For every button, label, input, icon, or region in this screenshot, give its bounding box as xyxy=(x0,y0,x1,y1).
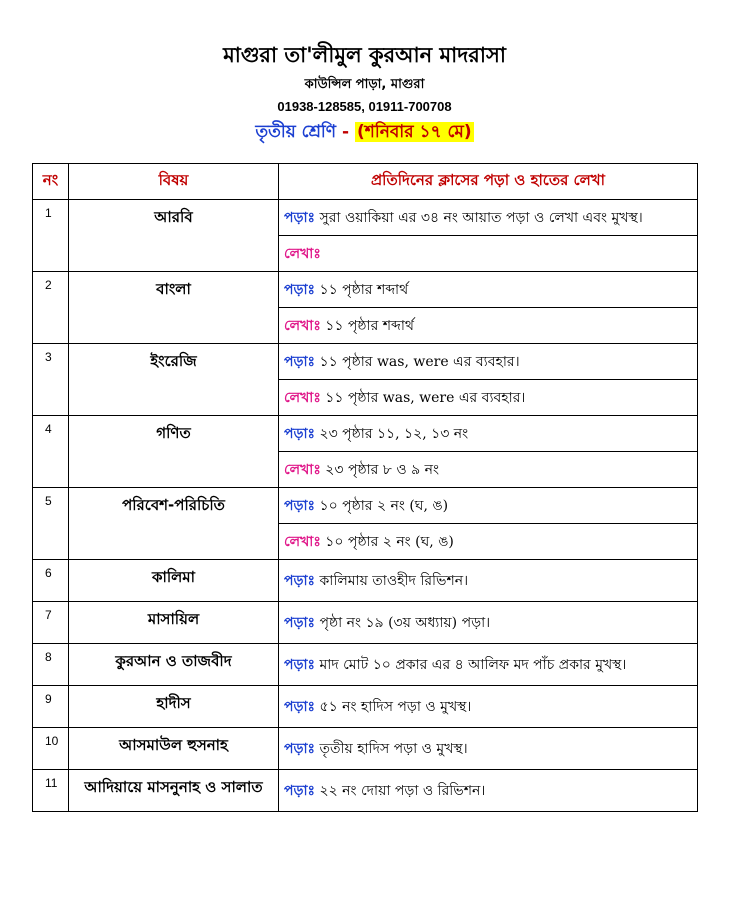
read-text: তৃতীয় হাদিস পড়া ও মুখস্থ। xyxy=(319,740,468,757)
write-task xyxy=(279,308,698,344)
table-row xyxy=(33,560,698,602)
read-text: পৃষ্ঠা নং ১৯ (৩য় অধ্যায়) পড়া। xyxy=(319,614,491,631)
lesson-table xyxy=(32,163,698,812)
subject-name: আরবি xyxy=(69,200,279,272)
table-row xyxy=(33,602,698,644)
class-name: তৃতীয় শ্রেণি xyxy=(255,122,337,142)
write-task xyxy=(279,524,698,560)
subject-name: হাদীস xyxy=(69,686,279,728)
row-number: 9 xyxy=(33,686,69,728)
document-header xyxy=(0,40,729,146)
subject-name: বাংলা xyxy=(69,272,279,344)
row-number: 6 xyxy=(33,560,69,602)
read-text: ১১ পৃষ্ঠার was, were এর ব্যবহার। xyxy=(319,353,520,370)
write-label: লেখাঃ xyxy=(284,245,321,262)
phone-numbers: 01938-128585, 01911-700708 xyxy=(277,99,452,114)
read-task xyxy=(279,602,698,644)
table-body xyxy=(33,200,698,812)
subject-name: কুরআন ও তাজবীদ xyxy=(69,644,279,686)
read-task xyxy=(279,416,698,452)
read-text: মাদ মোট ১০ প্রকার এর ৪ আলিফ মদ পাঁচ প্রকার মুখস্থ। xyxy=(319,656,627,673)
write-label: লেখাঃ xyxy=(284,389,321,406)
header-task: প্রতিদিনের ক্লাসের পড়া ও হাতের লেখা xyxy=(279,164,698,200)
row-number: 7 xyxy=(33,602,69,644)
write-task xyxy=(279,236,698,272)
read-label: পড়াঃ xyxy=(284,614,316,631)
read-task xyxy=(279,200,698,236)
write-label: লেখাঃ xyxy=(284,533,321,550)
read-text: ২২ নং দোয়া পড়া ও রিভিশন। xyxy=(319,782,486,799)
read-label: পড়াঃ xyxy=(284,782,316,799)
row-number: 8 xyxy=(33,644,69,686)
subject-name: কালিমা xyxy=(69,560,279,602)
subject-name: পরিবেশ-পরিচিতি xyxy=(69,488,279,560)
row-number: 1 xyxy=(33,200,69,272)
subject-name: মাসায়িল xyxy=(69,602,279,644)
read-task xyxy=(279,272,698,308)
row-number: 5 xyxy=(33,488,69,560)
heading-separator: - xyxy=(342,122,350,142)
write-task xyxy=(279,380,698,416)
table-row xyxy=(33,272,698,308)
read-text: ৫১ নং হাদিস পড়া ও মুখস্থ। xyxy=(319,698,472,715)
read-task xyxy=(279,770,698,812)
read-text: ২৩ পৃষ্ঠার ১১, ১২, ১৩ নং xyxy=(319,425,469,442)
row-number: 2 xyxy=(33,272,69,344)
read-label: পড়াঃ xyxy=(284,353,316,370)
table-row xyxy=(33,770,698,812)
read-task xyxy=(279,728,698,770)
read-label: পড়াঃ xyxy=(284,497,316,514)
table-row xyxy=(33,200,698,236)
madrasa-address: কাউন্সিল পাড়া, মাগুরা xyxy=(304,77,425,92)
subject-name: গণিত xyxy=(69,416,279,488)
read-task xyxy=(279,644,698,686)
row-number: 3 xyxy=(33,344,69,416)
write-text: ১০ পৃষ্ঠার ২ নং (ঘ, ঙ) xyxy=(325,533,454,550)
table-row xyxy=(33,488,698,524)
write-text: ১১ পৃষ্ঠার was, were এর ব্যবহার। xyxy=(325,389,526,406)
table-header-row xyxy=(33,164,698,200)
read-text: কালিমায় তাওহীদ রিভিশন। xyxy=(319,572,469,589)
header-subject: বিষয় xyxy=(69,164,279,200)
write-text: ২৩ পৃষ্ঠার ৮ ও ৯ নং xyxy=(325,461,439,478)
table-row xyxy=(33,344,698,380)
read-label: পড়াঃ xyxy=(284,209,316,226)
table-row xyxy=(33,644,698,686)
read-label: পড়াঃ xyxy=(284,656,316,673)
row-number: 10 xyxy=(33,728,69,770)
subject-name: আদিয়ায়ে মাসনুনাহ ও সালাত xyxy=(69,770,279,812)
write-label: লেখাঃ xyxy=(284,317,321,334)
madrasa-title: মাগুরা তা'লীমুল কুরআন মাদরাসা xyxy=(223,43,506,67)
row-number: 4 xyxy=(33,416,69,488)
read-label: পড়াঃ xyxy=(284,740,316,757)
subject-name: ইংরেজি xyxy=(69,344,279,416)
read-label: পড়াঃ xyxy=(284,425,316,442)
class-heading xyxy=(0,118,729,146)
read-text: ১০ পৃষ্ঠার ২ নং (ঘ, ঙ) xyxy=(319,497,449,514)
read-label: পড়াঃ xyxy=(284,698,316,715)
read-text: সুরা ওয়াকিয়া এর ৩৪ নং আয়াত পড়া ও লেখা এবং মুখস্থ। xyxy=(319,209,643,226)
row-number: 11 xyxy=(33,770,69,812)
table-row xyxy=(33,728,698,770)
read-text: ১১ পৃষ্ঠার শব্দার্থ xyxy=(319,281,409,298)
subject-name: আসমাউল হুসনাহ xyxy=(69,728,279,770)
write-label: লেখাঃ xyxy=(284,461,321,478)
write-text: ১১ পৃষ্ঠার শব্দার্থ xyxy=(325,317,414,334)
day-highlight: (শনিবার ১৭ মে) xyxy=(357,122,472,142)
read-label: পড়াঃ xyxy=(284,572,316,589)
table-row xyxy=(33,416,698,452)
read-task xyxy=(279,686,698,728)
read-task xyxy=(279,560,698,602)
table-row xyxy=(33,686,698,728)
write-task xyxy=(279,452,698,488)
read-task xyxy=(279,344,698,380)
header-no: নং xyxy=(33,164,69,200)
read-label: পড়াঃ xyxy=(284,281,316,298)
read-task xyxy=(279,488,698,524)
